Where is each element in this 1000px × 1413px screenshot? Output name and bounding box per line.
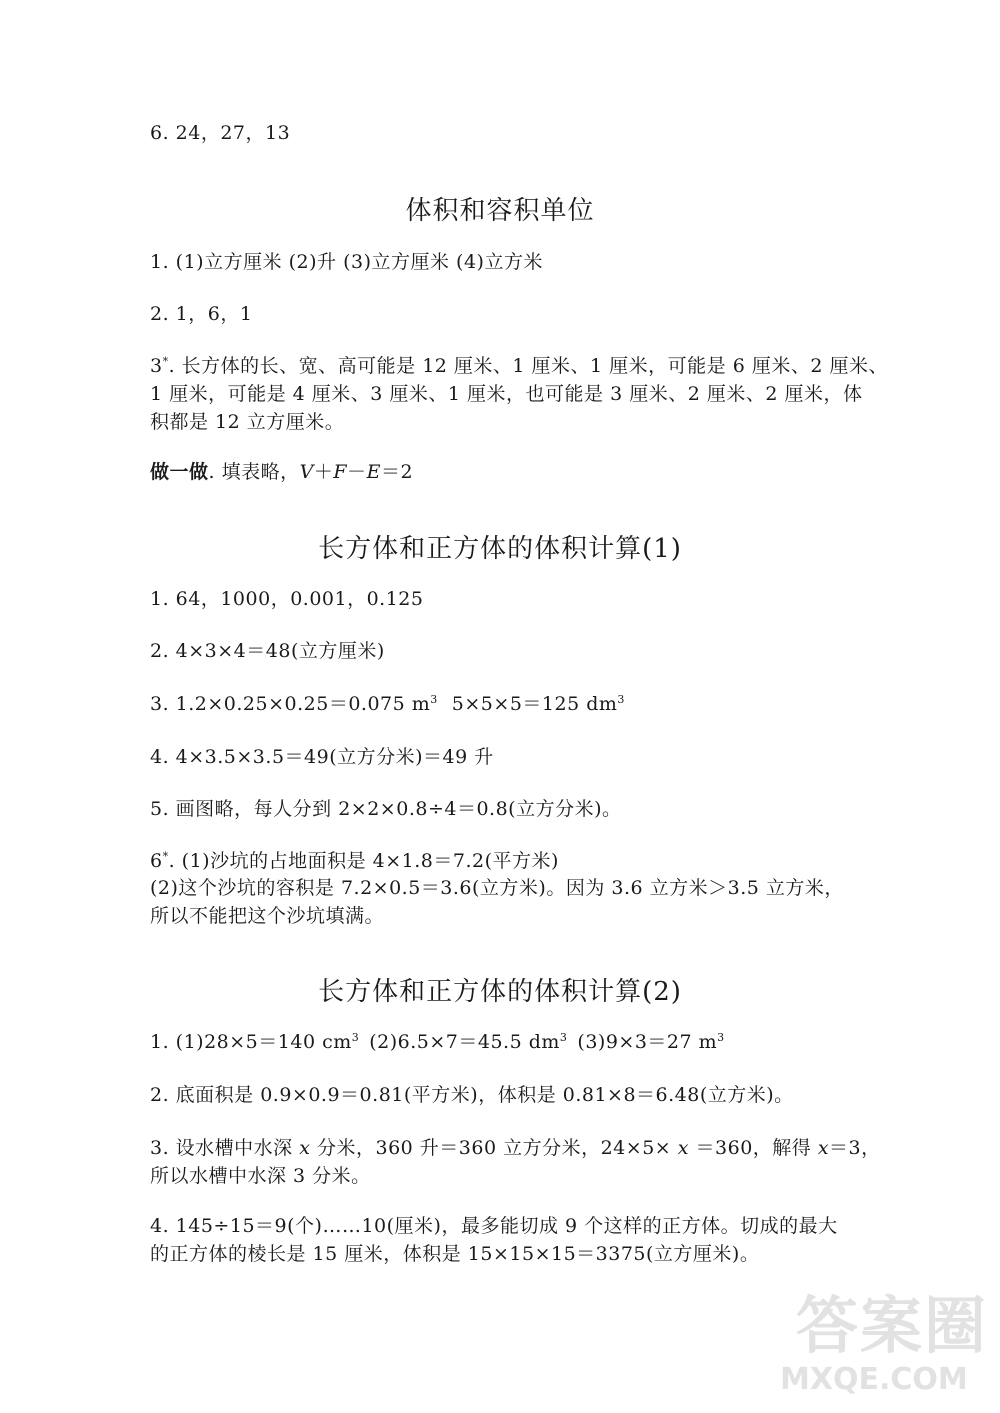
operator: ＋	[313, 461, 334, 483]
question-number: 6	[150, 850, 163, 872]
answer-3-line	[150, 352, 888, 380]
question-number: 3	[150, 355, 163, 377]
section-title-text: 长方体和正方体的体积计算(1)	[318, 534, 682, 564]
answer-text: 1. 64，1000，0.001，0.125	[150, 588, 424, 610]
answer-text: 1. (1)28×5＝140 cm	[150, 1031, 352, 1053]
section-title-volume-units	[0, 194, 1000, 228]
answer-4-line-2	[150, 1240, 759, 1268]
variable-e: E	[366, 461, 381, 483]
answer-text: . 长方体的长、宽、高可能是 12 厘米、1 厘米、1 厘米，可能是 6 厘米、2 厘米、	[168, 355, 888, 377]
answer-text: 分米，360 升＝360 立方分米，24×5×	[316, 1137, 672, 1159]
section-title-volume-calc-2	[0, 975, 1000, 1009]
section-title-text: 长方体和正方体的体积计算(2)	[318, 977, 682, 1007]
answer-2-line	[150, 1081, 794, 1109]
answer-text: 1. (1)立方厘米 (2)升 (3)立方厘米 (4)立方米	[150, 251, 543, 273]
answer-text: 所以不能把这个沙坑填满。	[150, 905, 385, 927]
activity-label: 做一做	[150, 461, 209, 483]
answer-text: ＝2	[380, 461, 414, 483]
variable-v: V	[299, 461, 314, 483]
section-title-volume-calc-1	[0, 532, 1000, 566]
answer-text: (3)9×3＝27 m	[577, 1031, 718, 1053]
answer-text: 5. 画图略，每人分到 2×2×0.8÷4＝0.8(立方分米)。	[150, 798, 622, 820]
answer-text: ＝360，解得	[695, 1137, 812, 1159]
answer-4-line	[150, 743, 494, 771]
answer-2-line	[150, 637, 385, 665]
answer-text: 5×5×5＝125 dm	[451, 693, 618, 715]
answer-5-line	[150, 795, 622, 823]
star-mark: *	[162, 355, 169, 368]
watermark-url: MXQE.COM	[780, 1362, 968, 1397]
answer-text: . 填表略，	[208, 461, 300, 483]
answer-text: 2. 4×3×4＝48(立方厘米)	[150, 640, 385, 662]
answer-3-line	[150, 690, 625, 718]
answer-1-line	[150, 585, 423, 613]
answer-1-line	[150, 1028, 725, 1056]
answer-text: (2)这个沙坑的容积是 7.2×0.5＝3.6(立方米)。因为 3.6 立方米＞3.5 立方米，	[150, 877, 844, 899]
operator: －	[347, 461, 367, 483]
answer-3-line	[150, 1134, 881, 1162]
answer-text: 3. 设水槽中水深	[150, 1137, 293, 1159]
answer-6-line-2	[150, 874, 844, 902]
exponent: 3	[430, 693, 438, 706]
answer-text: 4. 145÷15＝9(个)……10(厘米)，最多能切成 9 个这样的正方体。切成的最大	[150, 1215, 838, 1237]
exponent: 3	[617, 693, 625, 706]
answer-3-line-2	[150, 1162, 371, 1190]
answer-text: . (1)沙坑的占地面积是 4×1.8＝7.2(平方米)	[168, 850, 559, 872]
exponent: 3	[717, 1031, 725, 1044]
answer-2-line	[150, 300, 252, 328]
activity-line	[150, 458, 413, 486]
answer-text: 积都是 12 立方厘米。	[150, 411, 345, 433]
variable-x: x	[299, 1137, 311, 1159]
exponent: 3	[351, 1031, 360, 1044]
answer-text: 6. 24，27，13	[150, 122, 291, 144]
answer-3-line-3	[150, 408, 344, 436]
answer-text: 1 厘米，可能是 4 厘米、3 厘米、1 厘米，也可能是 3 厘米、2 厘米、2 厘米，体	[150, 383, 863, 405]
variable-f: F	[333, 461, 348, 483]
star-mark: *	[162, 850, 169, 863]
answer-text: 4. 4×3.5×3.5＝49(立方分米)＝49 升	[150, 746, 494, 768]
answer-6-line-3	[150, 902, 384, 930]
section-title-text: 体积和容积单位	[405, 196, 595, 226]
answer-4-line	[150, 1212, 838, 1240]
answer-text: 3. 1.2×0.25×0.25＝0.075 m	[150, 693, 431, 715]
answer-text: (2)6.5×7＝45.5 dm	[369, 1031, 560, 1053]
answer-text: 2. 底面积是 0.9×0.9＝0.81(平方米)，体积是 0.81×8＝6.48(立方米)。	[150, 1084, 794, 1106]
watermark-logo	[780, 1285, 989, 1405]
answer-6-line	[150, 847, 559, 875]
watermark-text: 答案圈	[796, 1289, 989, 1362]
variable-x: x	[677, 1137, 689, 1159]
answer-6-line	[150, 119, 290, 147]
answer-1-line	[150, 248, 543, 276]
variable-x: x	[817, 1137, 830, 1159]
exponent: 3	[559, 1031, 568, 1044]
answer-text: 2. 1，6，1	[150, 303, 253, 325]
answer-text: ＝3，	[829, 1137, 881, 1159]
answer-text: 的正方体的棱长是 15 厘米，体积是 15×15×15＝3375(立方厘米)。	[150, 1243, 760, 1265]
answer-text: 所以水槽中水深 3 分米。	[150, 1165, 371, 1187]
answer-3-line-2	[150, 380, 862, 408]
